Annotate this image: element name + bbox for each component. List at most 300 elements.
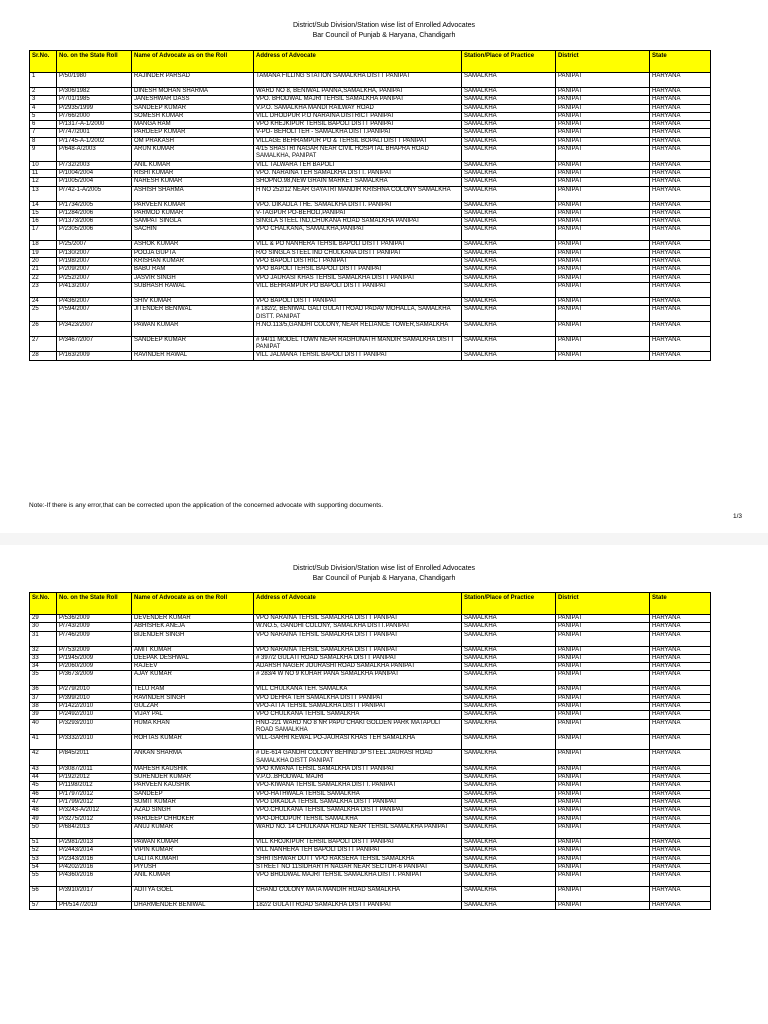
cell-sr-no: 51 — [30, 838, 57, 846]
cell-state-roll-no: P/747/2001 — [57, 129, 132, 137]
cell-station: SAMALKHA — [462, 654, 556, 662]
cell-advocate-name: PARVEEN KAUSHIK — [132, 782, 254, 790]
cell-district: PANIPAT — [556, 735, 650, 750]
cell-state: HARYANA — [650, 169, 711, 177]
cell-advocate-name: RAVINDER SINGH — [132, 694, 254, 702]
cell-station: SAMALKHA — [462, 847, 556, 855]
cell-sr-no: 57 — [30, 902, 57, 910]
cell-advocate-name: AZAD SINGH — [132, 807, 254, 815]
cell-state: HARYANA — [650, 750, 711, 766]
cell-advocate-address: SHRI ISHWAR DUTT VPO RAKSERA TEHSIL SAMALKHA — [254, 855, 462, 863]
cell-advocate-name: SUMIT KUMAR — [132, 799, 254, 807]
cell-advocate-name: SAMPAT SINGLA — [132, 218, 254, 226]
cell-sr-no: 52 — [30, 847, 57, 855]
cell-station: SAMALKHA — [462, 258, 556, 266]
cell-state-roll-no: P/2343/2016 — [57, 855, 132, 863]
cell-state-roll-no: P/192/2012 — [57, 774, 132, 782]
cell-district: PANIPAT — [556, 169, 650, 177]
cell-sr-no: 49 — [30, 815, 57, 823]
column-header-advocate-name: Name of Advocate as on the Roll — [132, 593, 254, 615]
cell-station: SAMALKHA — [462, 169, 556, 177]
table-row — [30, 104, 711, 112]
cell-advocate-name: PAWAN KUMAR — [132, 321, 254, 336]
cell-station: SAMALKHA — [462, 815, 556, 823]
cell-sr-no: 54 — [30, 863, 57, 871]
cell-advocate-name: DEVENDER KUMAR — [132, 615, 254, 623]
table-row — [30, 623, 711, 631]
cell-district: PANIPAT — [556, 178, 650, 186]
cell-state-roll-no: P/50/1980 — [57, 73, 132, 88]
cell-advocate-address: VPO DIKADLA TEHSIL SAMALKHA DISTT PANIPAT — [254, 799, 462, 807]
cell-sr-no: 31 — [30, 631, 57, 646]
cell-state: HARYANA — [650, 790, 711, 798]
table-row — [30, 631, 711, 646]
cell-station: SAMALKHA — [462, 694, 556, 702]
cell-state-roll-no: P/3423/2007 — [57, 321, 132, 336]
cell-advocate-name: BABU RAM — [132, 266, 254, 274]
table-row — [30, 646, 711, 654]
cell-station: SAMALKHA — [462, 178, 556, 186]
cell-advocate-address: # DE-614 GANDHI COLONY BEHIND JP STEEL JAURASI ROAD SAMALKHA DISTT PANIPAT — [254, 750, 462, 766]
cell-advocate-name: ANKAN SHARMA — [132, 750, 254, 766]
cell-state: HARYANA — [650, 686, 711, 694]
cell-district: PANIPAT — [556, 112, 650, 120]
cell-station: SAMALKHA — [462, 73, 556, 88]
cell-station: SAMALKHA — [462, 282, 556, 297]
cell-advocate-name: NARESH KUMAR — [132, 178, 254, 186]
cell-sr-no: 16 — [30, 218, 57, 226]
cell-state: HARYANA — [650, 129, 711, 137]
cell-sr-no: 36 — [30, 686, 57, 694]
table-row — [30, 266, 711, 274]
cell-state: HARYANA — [650, 631, 711, 646]
cell-state-roll-no: P/753/2009 — [57, 646, 132, 654]
table-row — [30, 847, 711, 855]
cell-advocate-name: KRISHAN KUMAR — [132, 258, 254, 266]
table-row — [30, 694, 711, 702]
cell-state-roll-no: P/1198/2012 — [57, 782, 132, 790]
cell-advocate-name: ARUN KUMAR — [132, 146, 254, 162]
cell-state: HARYANA — [650, 249, 711, 257]
cell-sr-no: 20 — [30, 258, 57, 266]
cell-state-roll-no: PH/5147/2019 — [57, 902, 132, 910]
cell-state-roll-no: P/1004/2004 — [57, 169, 132, 177]
cell-state: HARYANA — [650, 178, 711, 186]
table-row — [30, 137, 711, 145]
table-row — [30, 129, 711, 137]
cell-district: PANIPAT — [556, 121, 650, 129]
cell-state-roll-no: P/1373/2006 — [57, 218, 132, 226]
table-row — [30, 807, 711, 815]
cell-advocate-name: DEEPAK DESHWAL — [132, 654, 254, 662]
cell-state-roll-no: P/2935/1999 — [57, 104, 132, 112]
cell-state: HARYANA — [650, 186, 711, 201]
cell-state: HARYANA — [650, 73, 711, 88]
cell-state-roll-no: P/279/2010 — [57, 686, 132, 694]
table-row — [30, 226, 711, 241]
cell-station: SAMALKHA — [462, 201, 556, 209]
cell-station: SAMALKHA — [462, 96, 556, 104]
cell-state-roll-no: P/2060/2009 — [57, 663, 132, 671]
cell-station: SAMALKHA — [462, 615, 556, 623]
cell-district: PANIPAT — [556, 249, 650, 257]
cell-district: PANIPAT — [556, 282, 650, 297]
cell-state-roll-no: P/1284/2006 — [57, 209, 132, 217]
cell-district: PANIPAT — [556, 646, 650, 654]
cell-sr-no: 9 — [30, 146, 57, 162]
table-header-row — [30, 51, 711, 73]
cell-state-roll-no: P/399/2010 — [57, 694, 132, 702]
cell-advocate-address: VPO-DHODPUR TEHSIL SAMALKHA — [254, 815, 462, 823]
cell-district: PANIPAT — [556, 73, 650, 88]
cell-advocate-name: JITENDER BENIWAL — [132, 306, 254, 322]
cell-district: PANIPAT — [556, 671, 650, 686]
cell-state: HARYANA — [650, 847, 711, 855]
cell-advocate-name: VIJAY PAL — [132, 711, 254, 719]
cell-advocate-address: VILL JALMANA TEHSIL BAPOLI DISTT PANIPAT — [254, 352, 462, 360]
cell-state-roll-no: P/536/2009 — [57, 615, 132, 623]
cell-station: SAMALKHA — [462, 782, 556, 790]
cell-district: PANIPAT — [556, 750, 650, 766]
cell-station: SAMALKHA — [462, 711, 556, 719]
table-row — [30, 209, 711, 217]
cell-district: PANIPAT — [556, 694, 650, 702]
cell-state-roll-no: P/306/1982 — [57, 88, 132, 96]
cell-advocate-name: PARDEEP KUMAR — [132, 129, 254, 137]
cell-state-roll-no: P/1317-A-1/2000 — [57, 121, 132, 129]
cell-district: PANIPAT — [556, 104, 650, 112]
cell-sr-no: 7 — [30, 129, 57, 137]
cell-district: PANIPAT — [556, 186, 650, 201]
cell-advocate-name: BIJENDER SINGH — [132, 631, 254, 646]
cell-state-roll-no: P/4360/2016 — [57, 872, 132, 887]
cell-station: SAMALKHA — [462, 241, 556, 249]
cell-sr-no: 17 — [30, 226, 57, 241]
cell-advocate-address: VPO BAPOLI DISTRICT PANIPAT — [254, 258, 462, 266]
cell-district: PANIPAT — [556, 161, 650, 169]
cell-state-roll-no: P/2981/2013 — [57, 838, 132, 846]
cell-state-roll-no: P/594/2007 — [57, 306, 132, 322]
cell-state-roll-no: P/3087/2011 — [57, 765, 132, 773]
cell-state: HARYANA — [650, 623, 711, 631]
cell-district: PANIPAT — [556, 336, 650, 352]
cell-sr-no: 37 — [30, 694, 57, 702]
cell-advocate-address: SHOPNO.98,NEW GRAIN MARKET SAMALKHA — [254, 178, 462, 186]
cell-state: HARYANA — [650, 121, 711, 129]
cell-advocate-address: VILLAGE BEHRAMPUR PO & TEHSIL BOPALI DISTT PANIPAT — [254, 137, 462, 145]
cell-station: SAMALKHA — [462, 186, 556, 201]
cell-advocate-name: ASHISH SHARMA — [132, 186, 254, 201]
cell-station: SAMALKHA — [462, 88, 556, 96]
table-row — [30, 703, 711, 711]
cell-sr-no: 44 — [30, 774, 57, 782]
cell-advocate-name: AMIT KUMAR — [132, 646, 254, 654]
cell-advocate-address: VPO CHALKANA, SAMALKHA,PANIPAT — [254, 226, 462, 241]
cell-advocate-name: ADITYA GOEL — [132, 887, 254, 902]
cell-sr-no: 25 — [30, 306, 57, 322]
cell-station: SAMALKHA — [462, 790, 556, 798]
cell-advocate-address: V-PO- BEHOLI TEH - SAMALKHA DISTT.PANIPAT — [254, 129, 462, 137]
cell-district: PANIPAT — [556, 799, 650, 807]
advocates-table — [29, 50, 711, 361]
cell-state: HARYANA — [650, 96, 711, 104]
table-row — [30, 146, 711, 162]
cell-state: HARYANA — [650, 336, 711, 352]
cell-advocate-address: VILL CHULKANA TEH. SAMALKA — [254, 686, 462, 694]
cell-advocate-address: VPO CHULKANA TEHSIL SAMALKHA — [254, 711, 462, 719]
cell-station: SAMALKHA — [462, 799, 556, 807]
cell-advocate-address: CHAND COLONY MATA MANDIR ROAD SAMALKHA — [254, 887, 462, 902]
cell-state: HARYANA — [650, 799, 711, 807]
cell-station: SAMALKHA — [462, 274, 556, 282]
cell-district: PANIPAT — [556, 226, 650, 241]
cell-state-roll-no: P/732/2003 — [57, 161, 132, 169]
cell-district: PANIPAT — [556, 352, 650, 360]
cell-advocate-address: # 283/4 W NO 9 KUHAR PANA SAMALKHA PANIPAT — [254, 671, 462, 686]
cell-advocate-name: PIYUSH — [132, 863, 254, 871]
table-row — [30, 671, 711, 686]
cell-district: PANIPAT — [556, 855, 650, 863]
cell-state: HARYANA — [650, 146, 711, 162]
cell-station: SAMALKHA — [462, 226, 556, 241]
cell-district: PANIPAT — [556, 782, 650, 790]
cell-sr-no: 27 — [30, 336, 57, 352]
table-row — [30, 765, 711, 773]
cell-state-roll-no: P/3910/2017 — [57, 887, 132, 902]
table-row — [30, 249, 711, 257]
table-row — [30, 823, 711, 838]
cell-station: SAMALKHA — [462, 121, 556, 129]
column-header-advocate-address: Address of Advocate — [254, 593, 462, 615]
cell-state-roll-no: P/413/2007 — [57, 282, 132, 297]
advocates-table — [29, 592, 711, 910]
cell-state: HARYANA — [650, 218, 711, 226]
cell-advocate-address: STREET NO 11SIDHARTH NAGAR NEAR SECTOR-6 PANIPAT — [254, 863, 462, 871]
cell-sr-no: 42 — [30, 750, 57, 766]
cell-district: PANIPAT — [556, 863, 650, 871]
cell-advocate-address: HNO-221 WARD NO 8 NR PAPU CHAKI GOLDEN PARK MATAPULI ROAD SAMALKHA — [254, 719, 462, 735]
table-row — [30, 241, 711, 249]
cell-state-roll-no: P/1945/2009 — [57, 654, 132, 662]
cell-advocate-address: # 182/2, BENIWAL GALI GULATI ROAD PADAV MOHALLA, SAMALKHA DISTT. PANIPAT — [254, 306, 462, 322]
cell-state: HARYANA — [650, 201, 711, 209]
cell-advocate-address: VILL-GARHI KEWAL PO-JAURASI KHAS TEH SAMALKHA — [254, 735, 462, 750]
cell-station: SAMALKHA — [462, 266, 556, 274]
cell-sr-no: 38 — [30, 703, 57, 711]
cell-station: SAMALKHA — [462, 646, 556, 654]
cell-state: HARYANA — [650, 663, 711, 671]
table-row — [30, 178, 711, 186]
cell-district: PANIPAT — [556, 615, 650, 623]
cell-state: HARYANA — [650, 306, 711, 322]
cell-advocate-address: VILL NANHERA TEH BAPOLI DISTT PANIPAT — [254, 847, 462, 855]
cell-district: PANIPAT — [556, 129, 650, 137]
cell-station: SAMALKHA — [462, 321, 556, 336]
cell-state-roll-no: P/163/2009 — [57, 352, 132, 360]
cell-state: HARYANA — [650, 88, 711, 96]
cell-sr-no: 19 — [30, 249, 57, 257]
cell-advocate-address: WARD NO. 14 CHULKANA ROAD NEAR TEHSIL SAMALKHA PANIPAT — [254, 823, 462, 838]
cell-advocate-name: VIPIN KUMAR — [132, 847, 254, 855]
cell-sr-no: 14 — [30, 201, 57, 209]
table-row — [30, 282, 711, 297]
cell-sr-no: 41 — [30, 735, 57, 750]
cell-state-roll-no: P/1745-A-1/2002 — [57, 137, 132, 145]
cell-station: SAMALKHA — [462, 671, 556, 686]
table-row — [30, 902, 711, 910]
cell-district: PANIPAT — [556, 321, 650, 336]
cell-state: HARYANA — [650, 258, 711, 266]
cell-sr-no: 28 — [30, 352, 57, 360]
cell-sr-no: 1 — [30, 73, 57, 88]
cell-station: SAMALKHA — [462, 104, 556, 112]
cell-district: PANIPAT — [556, 137, 650, 145]
cell-state-roll-no: P/1797/2012 — [57, 790, 132, 798]
cell-advocate-name: POOJA GUPTA — [132, 249, 254, 257]
cell-advocate-name: SANDEEP KUMAR — [132, 336, 254, 352]
cell-advocate-address: VPO-HATHWALA TEHSIL SAMALKHA — [254, 790, 462, 798]
cell-sr-no: 3 — [30, 96, 57, 104]
cell-advocate-address: VPO BAPOLI TEHSIL BAPOLI DISTT PANIPAT — [254, 266, 462, 274]
cell-district: PANIPAT — [556, 623, 650, 631]
cell-advocate-address: VILL TALWARA TEH BAPOLI — [254, 161, 462, 169]
cell-advocate-name: SANDEEP KUMAR — [132, 104, 254, 112]
table-row — [30, 112, 711, 120]
table-row — [30, 88, 711, 96]
cell-district: PANIPAT — [556, 790, 650, 798]
page-title: District/Sub Division/Station wise list of Enrolled Advocates — [292, 565, 476, 572]
cell-sr-no: 40 — [30, 719, 57, 735]
cell-state-roll-no: P/1422/2010 — [57, 703, 132, 711]
column-header-state-roll-no: No. on the State Roll — [57, 593, 132, 615]
cell-district: PANIPAT — [556, 297, 650, 305]
cell-state: HARYANA — [650, 266, 711, 274]
cell-advocate-address: V-TAGPUR PO-BEHOLI,PANIPAT — [254, 209, 462, 217]
cell-state-roll-no: P/845/2011 — [57, 750, 132, 766]
cell-sr-no: 55 — [30, 872, 57, 887]
cell-advocate-name: MANGA RAM — [132, 121, 254, 129]
cell-advocate-name: SHIV KUMAR — [132, 297, 254, 305]
cell-station: SAMALKHA — [462, 306, 556, 322]
cell-district: PANIPAT — [556, 274, 650, 282]
column-header-district: District — [556, 593, 650, 615]
cell-state-roll-no: P/3243-A/2012 — [57, 807, 132, 815]
cell-advocate-name: MAHESH KAUSHIK — [132, 765, 254, 773]
cell-sr-no: 45 — [30, 782, 57, 790]
table-row — [30, 306, 711, 322]
cell-advocate-name: ROHTAS KUMAR — [132, 735, 254, 750]
cell-state: HARYANA — [650, 782, 711, 790]
cell-advocate-address: 182/2 GULATI ROAD SAMALKHA DISTT PANIPAT — [254, 902, 462, 910]
table-header-row — [30, 593, 711, 615]
cell-district: PANIPAT — [556, 902, 650, 910]
table-row — [30, 161, 711, 169]
cell-advocate-address: W.NO.5, GANDHI COLONY, SAMALKHA DISTT.PANIPAT — [254, 623, 462, 631]
cell-state: HARYANA — [650, 855, 711, 863]
cell-state-roll-no: P/746/2009 — [57, 631, 132, 646]
cell-sr-no: 32 — [30, 646, 57, 654]
cell-station: SAMALKHA — [462, 807, 556, 815]
cell-sr-no: 35 — [30, 671, 57, 686]
cell-sr-no: 30 — [30, 623, 57, 631]
cell-sr-no: 43 — [30, 765, 57, 773]
cell-advocate-name: PARVEEN KUMAR — [132, 201, 254, 209]
cell-district: PANIPAT — [556, 815, 650, 823]
cell-advocate-name: ASHOK KUMAR — [132, 241, 254, 249]
table-row — [30, 863, 711, 871]
cell-advocate-name: ANIL KUMAR — [132, 161, 254, 169]
cell-advocate-address: # 397/2 GULATI ROAD SAMALKHA DISTT PANIPAT — [254, 654, 462, 662]
cell-advocate-address: ADARSH NAGER JOURASHI ROAD SAMALKHA PANIPAT — [254, 663, 462, 671]
cell-advocate-name: PARMOD KUMAR — [132, 209, 254, 217]
cell-district: PANIPAT — [556, 266, 650, 274]
cell-station: SAMALKHA — [462, 902, 556, 910]
cell-sr-no: 29 — [30, 615, 57, 623]
cell-sr-no: 23 — [30, 282, 57, 297]
page-subtitle: Bar Council of Punjab & Haryana, Chandigarh — [312, 32, 456, 39]
cell-advocate-name: SACHIN — [132, 226, 254, 241]
cell-advocate-name: OM PRAKASH — [132, 137, 254, 145]
table-row — [30, 872, 711, 887]
cell-district: PANIPAT — [556, 847, 650, 855]
table-row — [30, 663, 711, 671]
table-row — [30, 258, 711, 266]
cell-station: SAMALKHA — [462, 838, 556, 846]
cell-state: HARYANA — [650, 137, 711, 145]
cell-sr-no: 26 — [30, 321, 57, 336]
cell-advocate-address: VPO JAURASI KHAS TEHSIL SAMALKHA DISTT PANIPAT — [254, 274, 462, 282]
cell-district: PANIPAT — [556, 258, 650, 266]
cell-district: PANIPAT — [556, 631, 650, 646]
cell-state-roll-no: P/252/2007 — [57, 274, 132, 282]
column-header-station: Station/Place of Practice — [462, 51, 556, 73]
cell-advocate-address: VPO-ATTA TEHSIL SAMALKHA DISTT PANIPAT — [254, 703, 462, 711]
cell-sr-no: 22 — [30, 274, 57, 282]
table-row — [30, 297, 711, 305]
cell-state-roll-no: P/3275/2012 — [57, 815, 132, 823]
column-header-advocate-address: Address of Advocate — [254, 51, 462, 73]
cell-advocate-address: H.NO.113/5,GANDHI COLONY, NEAR RELIANCE TOWER,SAMALKHA — [254, 321, 462, 336]
table-row — [30, 735, 711, 750]
cell-sr-no: 34 — [30, 663, 57, 671]
page-title: District/Sub Division/Station wise list of Enrolled Advocates — [292, 22, 476, 29]
cell-station: SAMALKHA — [462, 631, 556, 646]
cell-state: HARYANA — [650, 352, 711, 360]
table-row — [30, 218, 711, 226]
cell-sr-no: 39 — [30, 711, 57, 719]
cell-station: SAMALKHA — [462, 623, 556, 631]
cell-state: HARYANA — [650, 863, 711, 871]
cell-advocate-name: ANUJ KUMAR — [132, 823, 254, 838]
cell-state: HARYANA — [650, 902, 711, 910]
cell-station: SAMALKHA — [462, 719, 556, 735]
cell-advocate-address: R/O SINGLA STEEL IND CHULKANA DISTT PANIPAT — [254, 249, 462, 257]
cell-state-roll-no: P/436/2007 — [57, 297, 132, 305]
cell-sr-no: 13 — [30, 186, 57, 201]
cell-sr-no: 46 — [30, 790, 57, 798]
cell-sr-no: 10 — [30, 161, 57, 169]
cell-advocate-address: VPO BAPOLI DISTT PANIPAT — [254, 297, 462, 305]
table-row — [30, 352, 711, 360]
table-row — [30, 750, 711, 766]
cell-sr-no: 2 — [30, 88, 57, 96]
cell-station: SAMALKHA — [462, 336, 556, 352]
cell-district: PANIPAT — [556, 209, 650, 217]
cell-sr-no: 50 — [30, 823, 57, 838]
cell-station: SAMALKHA — [462, 863, 556, 871]
table-row — [30, 321, 711, 336]
table-row — [30, 201, 711, 209]
